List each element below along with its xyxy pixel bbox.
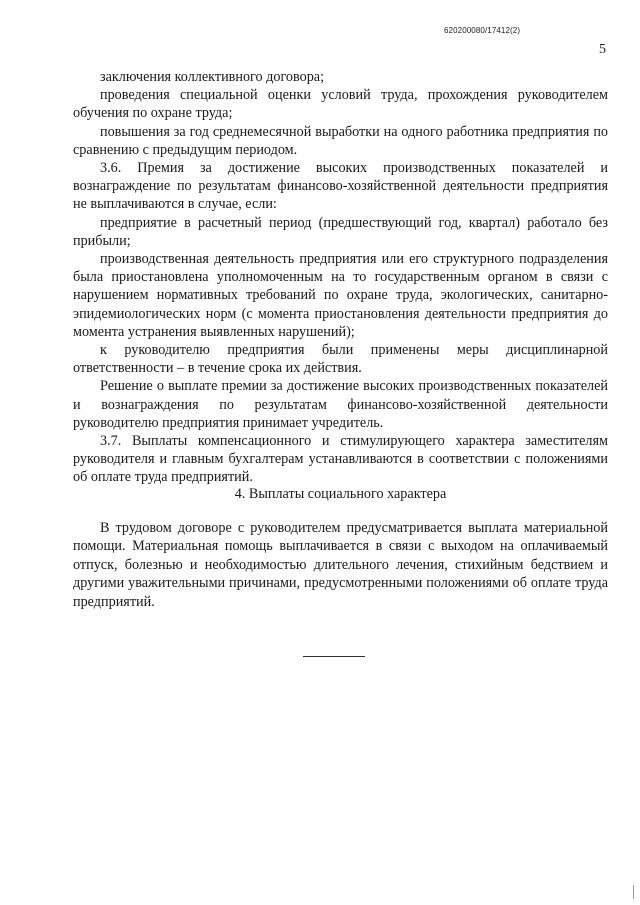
paragraph: Решение о выплате премии за достижение высоких производственных показателей и вознаграждения по результатам финансово-хозяйственной деятельности руководителю предприятия принимает учредитель. <box>73 378 608 431</box>
section-heading: 4. Выплаты социального характера <box>234 486 447 502</box>
section-body <box>73 519 608 611</box>
paragraph: к руководителю предприятия были применены меры дисциплинарной ответственности – в течение срока их действия. <box>73 342 608 377</box>
paragraph: заключения коллективного договора; <box>100 69 325 85</box>
paragraph: В трудовом договоре с руководителем предусматривается выплата материальной помощи. Материальная помощь выплачивается в связи с выходом на оплачиваемый отпуск, болезнью и необходимостью длительного лечения, стихийным бедствием и другими уважительными причинами, предусмотренными положениями об оплате труда предприятий. <box>73 520 608 610</box>
paragraph: производственная деятельность предприятия или его структурного подразделения была приостановлена уполномоченным на то государственным органом в связи с нарушением нормативных требований по охране труда, экологических, санитарно-эпидемиологических норм (с момента приостановления деятельности предприятия до момента устранения выявленных нарушений); <box>73 251 608 340</box>
document-id: 620200080/17412(2) <box>444 26 521 35</box>
paragraph: предприятие в расчетный период (предшествующий год, квартал) работало без прибыли; <box>73 214 608 249</box>
paragraph: проведения специальной оценки условий труда, прохождения руководителем обучения по охране труда; <box>73 87 608 122</box>
paragraph: 3.6. Премия за достижение высоких производственных показателей и вознаграждение по результатам финансово-хозяйственной деятельности предприятия не выплачиваются в случае, если: <box>73 160 608 213</box>
paragraph: повышения за год среднемесячной выработки на одного работника предприятия по сравнению с предыдущим периодом. <box>73 123 608 158</box>
scan-edge-mark <box>633 885 634 899</box>
page-number: 5 <box>599 42 606 57</box>
document-body <box>73 68 608 487</box>
paragraph: 3.7. Выплаты компенсационного и стимулирующего характера заместителям руководителя и главным бухгалтерам устанавливаются в соответствии с положениями об оплате труда предприятий. <box>73 433 608 486</box>
end-divider <box>303 656 365 657</box>
